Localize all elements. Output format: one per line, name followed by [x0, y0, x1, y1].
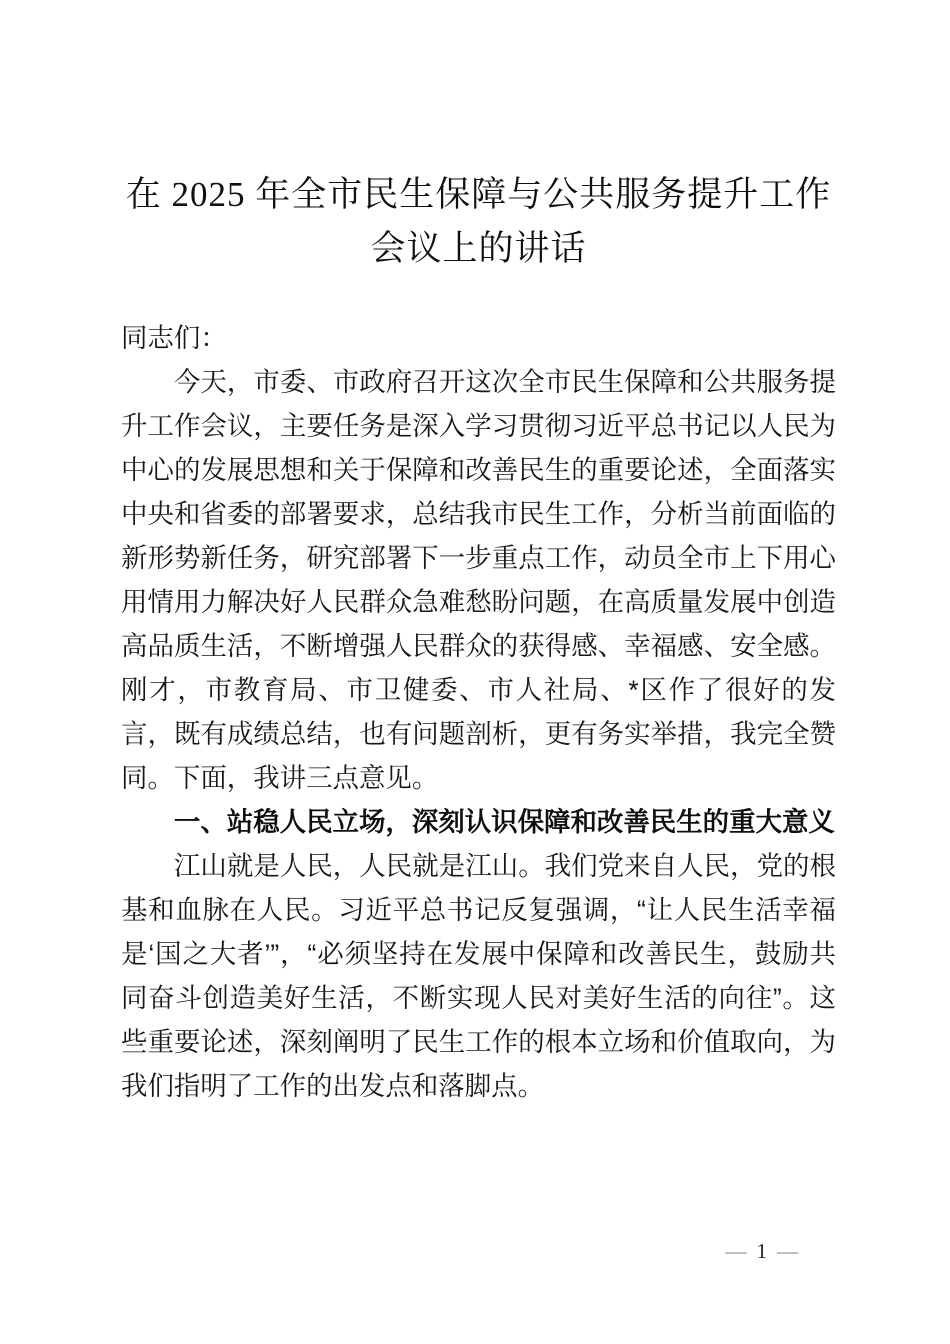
page-number: 1: [756, 1239, 767, 1263]
document-title: [121, 0, 836, 276]
document-body: [121, 316, 836, 1108]
document-title-line1: 在 2025 年全市民生保障与公共服务提升工作: [125, 175, 832, 214]
document-title-line2: 会议上的讲话: [370, 229, 587, 268]
paragraph-opening: 今天，市委、市政府召开这次全市民生保障和公共服务提升工作会议，主要任务是深入学习贯彻习近平总书记以人民为中心的发展思想和关于保障和改善民生的重要论述，全面落实中央和省委的部署要求，总结我市民生工作，分析当前面临的新形势新任务，研究部署下一步重点工作，动员全市上下用心用情用力解决好人民群众急难愁盼问题，在高质量发展中创造高品质生活，不断增强人民群众的获得感、幸福感、安全感。刚才，市教育局、市卫健委、市人社局、*区作了很好的发言，既有成绩总结，也有问题剖析，更有务实举措，我完全赞同。下面，我讲三点意见。: [121, 367, 836, 793]
footer-dash-right: —: [777, 1239, 798, 1263]
section-heading-one: 一、站稳人民立场，深刻认识保障和改善民生的重大意义: [173, 807, 835, 837]
salutation: 同志们：: [121, 323, 227, 353]
page-footer: [726, 1239, 799, 1263]
paragraph-body: 江山就是人民，人民就是江山。我们党来自人民，党的根基和血脉在人民。习近平总书记反复强调，“让人民生活幸福是‘国之大者’”，“必须坚持在发展中保障和改善民生，鼓励共同奋斗创造美好生活，不断实现人民对美好生活的向往”。这些重要论述，深刻阐明了民生工作的根本立场和价值取向，为我们指明了工作的出发点和落脚点。: [121, 851, 836, 1101]
footer-dash-left: —: [725, 1239, 747, 1263]
